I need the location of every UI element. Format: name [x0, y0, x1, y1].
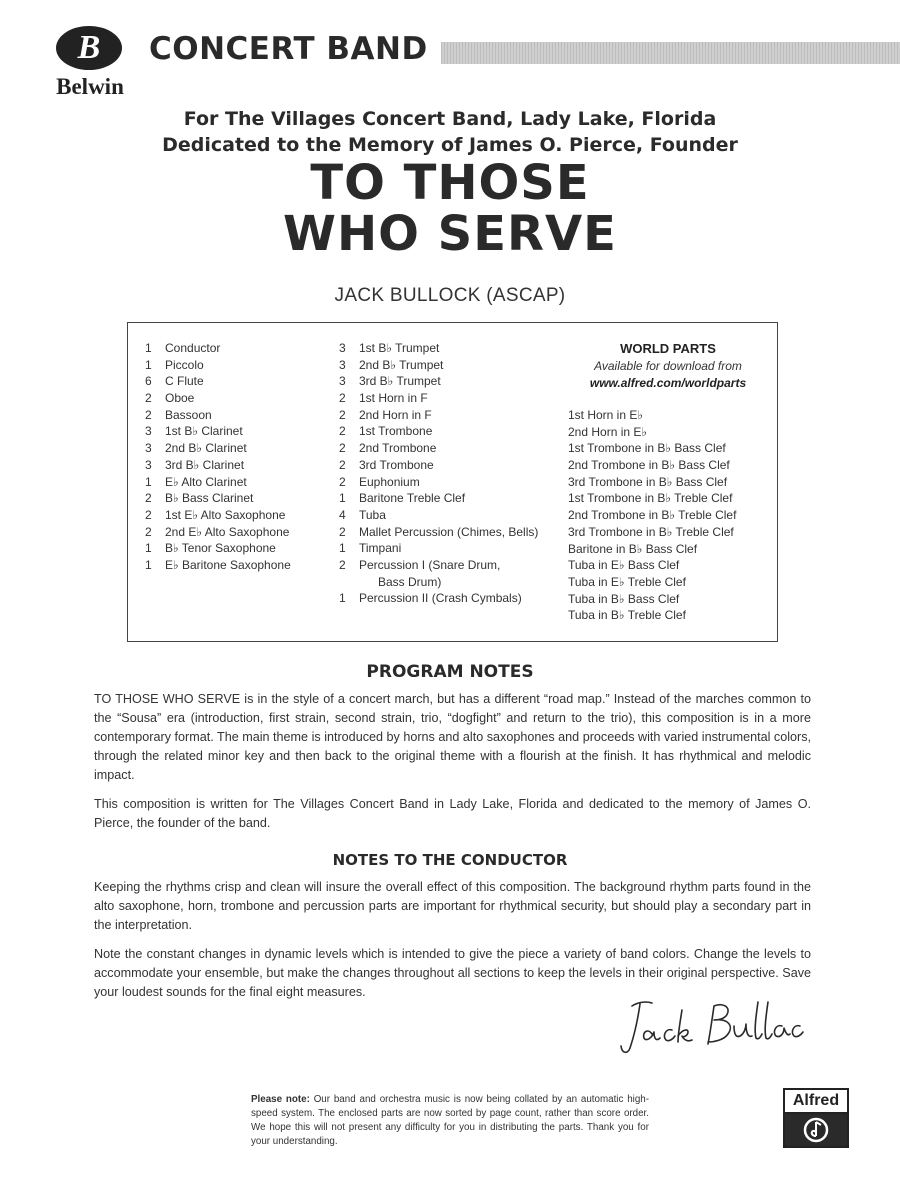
world-part-item: Tuba in E♭ Treble Clef: [568, 574, 686, 589]
part-name: 3rd B♭ Clarinet: [165, 457, 245, 472]
collation-note-label: Please note:: [251, 1094, 310, 1105]
part-quantity: 2: [339, 557, 346, 572]
part-quantity: 2: [339, 391, 346, 406]
part-quantity: 2: [145, 407, 152, 422]
world-parts-url: www.alfred.com/worldparts: [589, 376, 747, 390]
series-title: CONCERT BAND: [149, 31, 428, 67]
instrumentation-box: [127, 322, 778, 642]
part-quantity: 2: [145, 507, 152, 522]
part-quantity: 2: [145, 491, 152, 506]
part-quantity: 2: [339, 441, 346, 456]
belwin-b-icon: B: [56, 26, 122, 70]
part-quantity: 2: [339, 524, 346, 539]
alfred-logo: [783, 1088, 849, 1148]
conductor-notes-paragraph-1: Keeping the rhythms crisp and clean will insure the overall effect of this composition. The background rhythm parts found in the alto saxophone, horn, trombone and percussion parts are important for rhythmical security, but should play a secondary part in the interpretation.: [94, 880, 811, 932]
world-part-item: 1st Horn in E♭: [568, 408, 644, 422]
part-name: Percussion I (Snare Drum,: [359, 557, 501, 572]
part-quantity: 1: [145, 357, 152, 372]
belwin-logo: [34, 24, 146, 100]
world-parts-list: [568, 407, 736, 624]
program-notes-paragraph-1: TO THOSE WHO SERVE is in the style of a concert march, but has a different “road map.” Instead of the marches common to the “Sousa” era (introduction, first strain, second strain, trio, “dogfight” and return to the trio), this composition is in a more contemporary format. The main theme is introduced by horns and alto saxophones and proceeds with varied instrumental colors, through the related minor key and then back to the original theme with a flourish at the finish. It has rhythmical and melodic impact.: [94, 692, 811, 782]
world-part-item: Tuba in B♭ Bass Clef: [568, 591, 680, 606]
part-quantity: 3: [145, 424, 152, 439]
part-name: 2nd E♭ Alto Saxophone: [165, 524, 290, 539]
conductor-notes-paragraph-2: Note the constant changes in dynamic levels which is intended to give the piece a variety of band colors. Change the levels to accommodate your ensemble, but make the changes throughout all sections to keep the levels in their original perspective. Save your loudest sounds for the final eight measures.: [94, 947, 811, 999]
world-parts-subtitle: Available for download from: [594, 359, 742, 373]
piece-title-line-2: WHO SERVE: [283, 206, 617, 262]
world-part-item: Tuba in B♭ Treble Clef: [568, 608, 686, 623]
part-name: Bassoon: [165, 407, 212, 422]
part-name: 1st B♭ Trumpet: [359, 341, 440, 355]
part-quantity: 2: [339, 424, 346, 439]
part-quantity: 3: [145, 441, 152, 456]
collation-note: [251, 1093, 649, 1149]
collation-note-text: Our band and orchestra music is now being collated by an automatic high-speed system. The enclosed parts are now sorted by page count, rather than score order. We hope this will not present any difficulty for you in distributing the parts. Thank you for your understanding.: [251, 1094, 649, 1147]
part-quantity: 1: [145, 341, 152, 355]
part-name: Oboe: [165, 391, 195, 406]
part-name: Piccolo: [165, 357, 204, 372]
part-name: 1st B♭ Clarinet: [165, 424, 243, 439]
part-quantity: 2: [339, 407, 346, 422]
world-part-item: 2nd Trombone in B♭ Treble Clef: [568, 508, 737, 523]
world-parts-header: [568, 341, 768, 390]
world-part-item: 3rd Trombone in B♭ Treble Clef: [568, 524, 734, 539]
header-bar: [441, 42, 900, 64]
part-quantity: 2: [145, 524, 152, 539]
part-name: B♭ Bass Clarinet: [165, 491, 254, 506]
part-name: E♭ Baritone Saxophone: [165, 557, 291, 572]
part-name: 1st E♭ Alto Saxophone: [165, 507, 286, 522]
part-name: Timpani: [359, 541, 402, 556]
brand-name: Belwin: [56, 74, 124, 99]
alfred-mark-icon: [785, 1114, 847, 1146]
publisher-name: Alfred: [785, 1090, 847, 1114]
part-name: 2nd B♭ Trumpet: [359, 357, 444, 372]
part-name: Euphonium: [359, 474, 420, 489]
conductor-notes-heading: NOTES TO THE CONDUCTOR: [332, 851, 568, 869]
part-quantity: 6: [145, 374, 152, 389]
part-quantity: 1: [145, 541, 152, 556]
part-quantity: 1: [339, 591, 346, 606]
part-name: 3rd Trombone: [359, 457, 434, 472]
composer-signature: [618, 996, 808, 1060]
part-name: B♭ Tenor Saxophone: [165, 541, 276, 556]
program-notes-heading: PROGRAM NOTES: [366, 662, 534, 682]
world-part-item: 2nd Trombone in B♭ Bass Clef: [568, 458, 730, 473]
part-name: Tuba: [359, 507, 386, 522]
part-quantity: 3: [339, 374, 346, 389]
part-quantity: 2: [339, 474, 346, 489]
part-name: Bass Drum): [378, 574, 442, 589]
part-quantity: 2: [339, 457, 346, 472]
world-parts-title: WORLD PARTS: [620, 341, 716, 356]
part-quantity: 4: [339, 507, 346, 522]
world-part-item: Tuba in E♭ Bass Clef: [568, 558, 680, 573]
program-notes-paragraph-2: This composition is written for The Villages Concert Band in Lady Lake, Florida and dedicated to the memory of James O. Pierce, the founder of the band.: [94, 797, 811, 830]
part-quantity: 1: [145, 557, 152, 572]
world-part-item: Baritone in B♭ Bass Clef: [568, 541, 698, 556]
world-part-item: 3rd Trombone in B♭ Bass Clef: [568, 474, 728, 489]
part-name: 2nd B♭ Clarinet: [165, 441, 247, 456]
dedication-line-2: Dedicated to the Memory of James O. Pierce, Founder: [162, 134, 738, 156]
piece-title-line-1: TO THOSE: [310, 155, 590, 211]
part-quantity: 3: [339, 341, 346, 355]
world-part-item: 1st Trombone in B♭ Bass Clef: [568, 441, 726, 456]
world-part-item: 1st Trombone in B♭ Treble Clef: [568, 491, 733, 506]
part-name: C Flute: [165, 374, 204, 389]
part-quantity: 3: [145, 457, 152, 472]
part-quantity: 1: [339, 541, 346, 556]
part-quantity: 3: [339, 357, 346, 372]
part-name: 1st Trombone: [359, 424, 433, 439]
part-name: Baritone Treble Clef: [359, 491, 466, 506]
part-name: 2nd Horn in F: [359, 407, 432, 422]
part-quantity: 2: [145, 391, 152, 406]
part-name: Mallet Percussion (Chimes, Bells): [359, 524, 539, 539]
dedication-line-1: For The Villages Concert Band, Lady Lake, Florida: [183, 108, 717, 130]
part-quantity: 1: [145, 474, 152, 489]
part-name: 1st Horn in F: [359, 391, 428, 406]
part-name: E♭ Alto Clarinet: [165, 474, 247, 489]
part-quantity: 1: [339, 491, 346, 506]
part-name: 2nd Trombone: [359, 441, 437, 456]
part-name: Conductor: [165, 341, 221, 355]
composer: JACK BULLOCK (ASCAP): [334, 285, 566, 306]
part-name: Percussion II (Crash Cymbals): [359, 591, 522, 606]
world-part-item: 2nd Horn in E♭: [568, 424, 648, 439]
part-name: 3rd B♭ Trumpet: [359, 374, 441, 389]
